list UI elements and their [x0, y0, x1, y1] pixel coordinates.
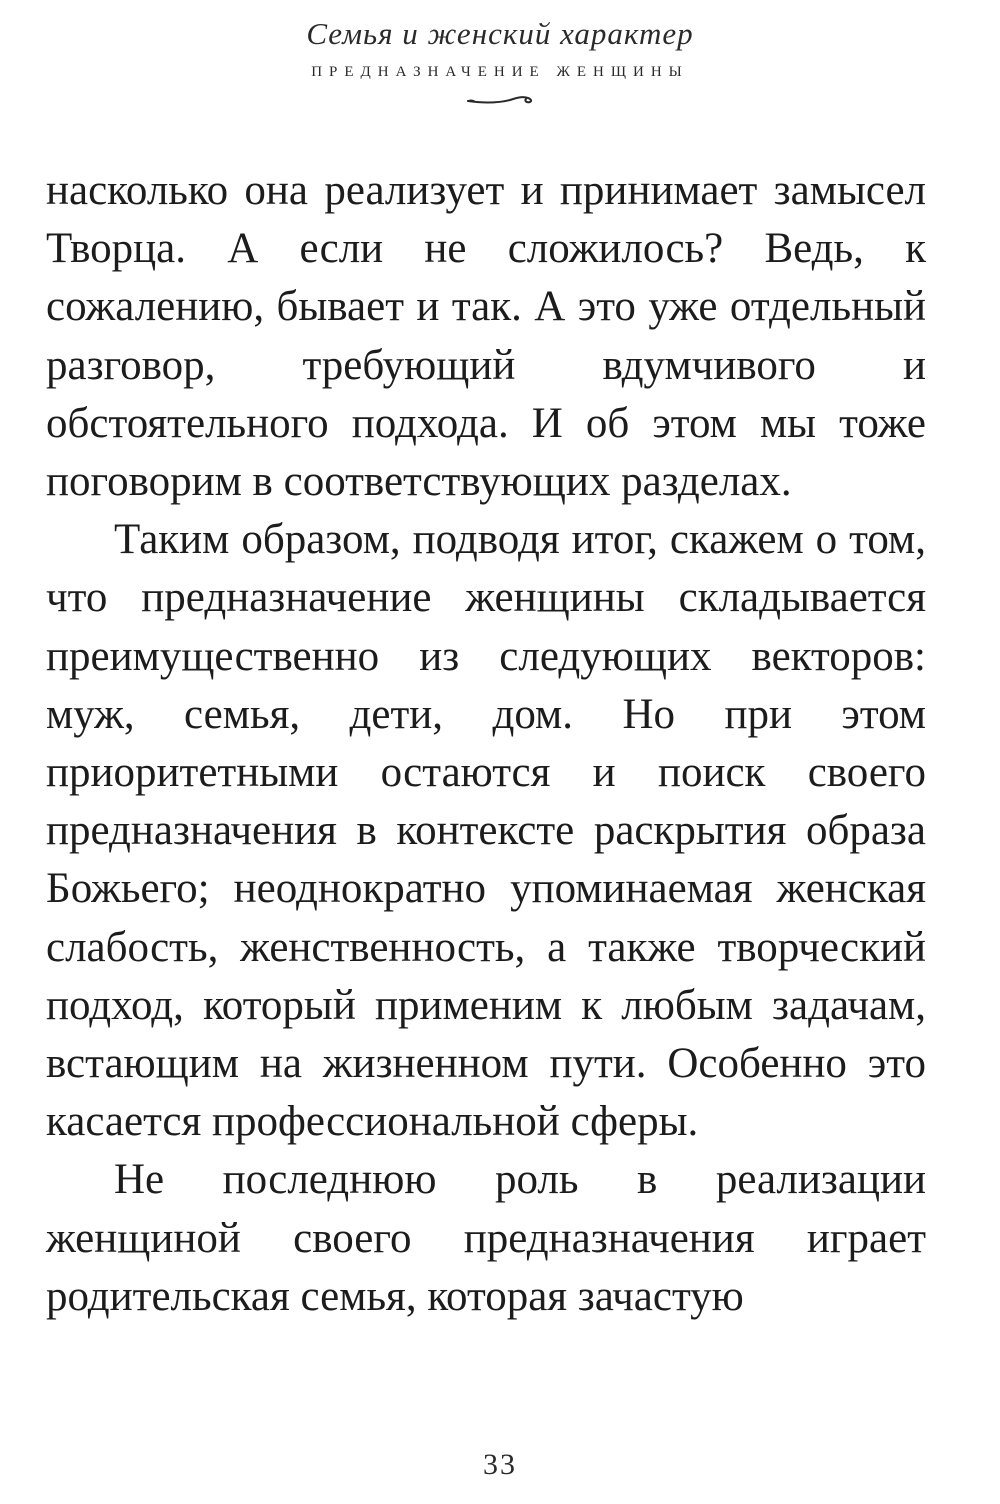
chapter-title: Семья и женский характер [306, 16, 694, 51]
section-title: ПРЕДНАЗНАЧЕНИЕ ЖЕНЩИНЫ [311, 64, 689, 80]
body-text [46, 162, 926, 1326]
page-number: 33 [483, 1448, 517, 1481]
flourish-ornament-icon [464, 92, 536, 106]
running-header [0, 14, 1000, 106]
paragraph-1: насколько она реализует и принимает замысел Творца. А если не сложилось? Ведь, к сожалению, бывает и так. А это уже отдельный разговор, требующий вдумчивого и обстоятельного подхода. И об этом мы тоже поговорим в соответствующих разделах. [46, 167, 926, 506]
paragraph-2: Таким образом, подводя итог, скажем о том, что предназначение женщины складывается преимущественно из следующих векторов: муж, семья, дети, дом. Но при этом приоритетными остаются и поиск своего предназначения в контексте раскрытия образа Божьего; неоднократно упоминаемая женская слабость, женственность, а также творческий подход, который применим к любым задачам, встающим на жизненном пути. Особенно это касается профессиональной сферы. [46, 516, 926, 1146]
paragraph-3: Не последнюю роль в реализации женщиной своего предназначения играет родительская семья, которая зачастую [46, 1156, 926, 1320]
